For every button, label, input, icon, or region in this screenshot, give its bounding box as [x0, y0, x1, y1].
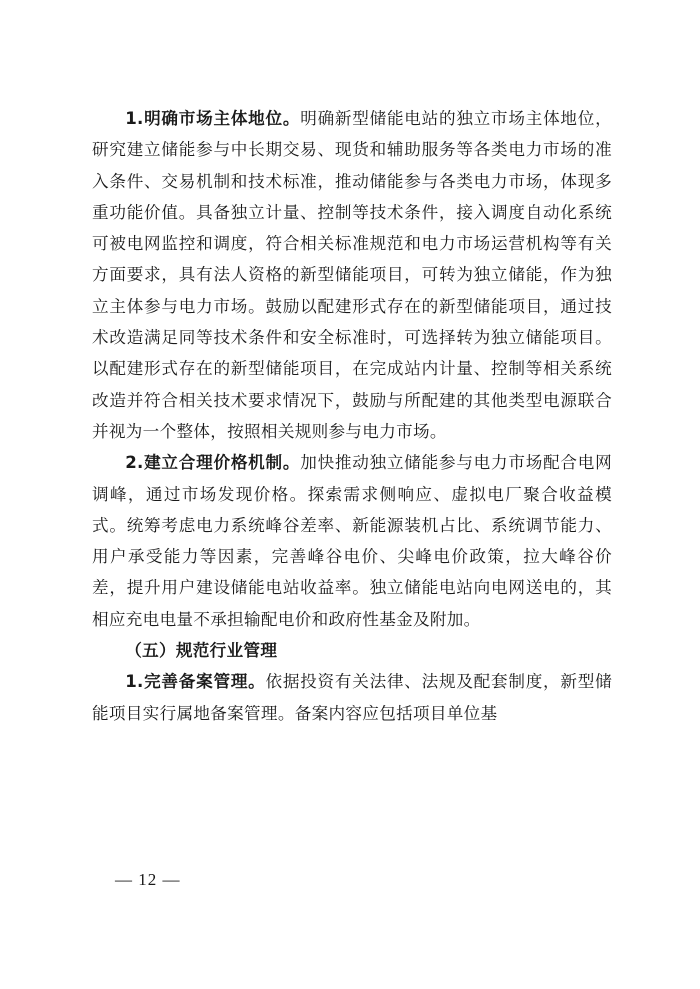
paragraph-text: 明确新型储能电站的独立市场主体地位，研究建立储能参与中长期交易、现货和辅助服务等各类电力市场的准入条件、交易机制和技术标准，推动储能参与各类电力市场，体现多重功能价值。具备独立计量、控制等技术条件，接入调度自动化系统可被电网监控和调度，符合相关标准规范和电力市场运营机构等有关方面要求，具有法人资格的新型储能项目，可转为独立储能，作为独立主体参与电力市场。鼓励以配建形式存在的新型储能项目，通过技术改造满足同等技术条件和安全标准时，可选择转为独立储能项目。以配建形式存在的新型储能项目，在完成站内计量、控制等相关系统改造并符合相关技术要求情况下，鼓励与所配建的其他类型电源联合并视为一个整体，按照相关规则参与电力市场。 [92, 109, 612, 441]
section-heading: （五）规范行业管理 [125, 641, 278, 661]
paragraph-price-mechanism [92, 447, 612, 635]
paragraph-heading: 2.建立合理价格机制。 [125, 453, 301, 473]
paragraph-filing-management [92, 666, 612, 729]
paragraph-market-status [92, 103, 612, 447]
paragraph-text: 加快推动独立储能参与电力市场配合电网调峰，通过市场发现价格。探索需求侧响应、虚拟电厂聚合收益模式。统筹考虑电力系统峰谷差率、新能源装机占比、系统调节能力、用户承受能力等因素，完善峰谷电价、尖峰电价政策，拉大峰谷价差，提升用户建设储能电站收益率。独立储能电站向电网送电的，其相应充电电量不承担输配电价和政府性基金及附加。 [92, 453, 612, 629]
paragraph-heading: 1.完善备案管理。 [125, 672, 266, 692]
document-body [92, 103, 612, 729]
page-number: — 12 — [115, 870, 181, 889]
paragraph-text: 依据投资有关法律、法规及配套制度，新型储能项目实行属地备案管理。备案内容应包括项目单位基 [92, 672, 612, 723]
paragraph-heading: 1.明确市场主体地位。 [125, 109, 301, 128]
